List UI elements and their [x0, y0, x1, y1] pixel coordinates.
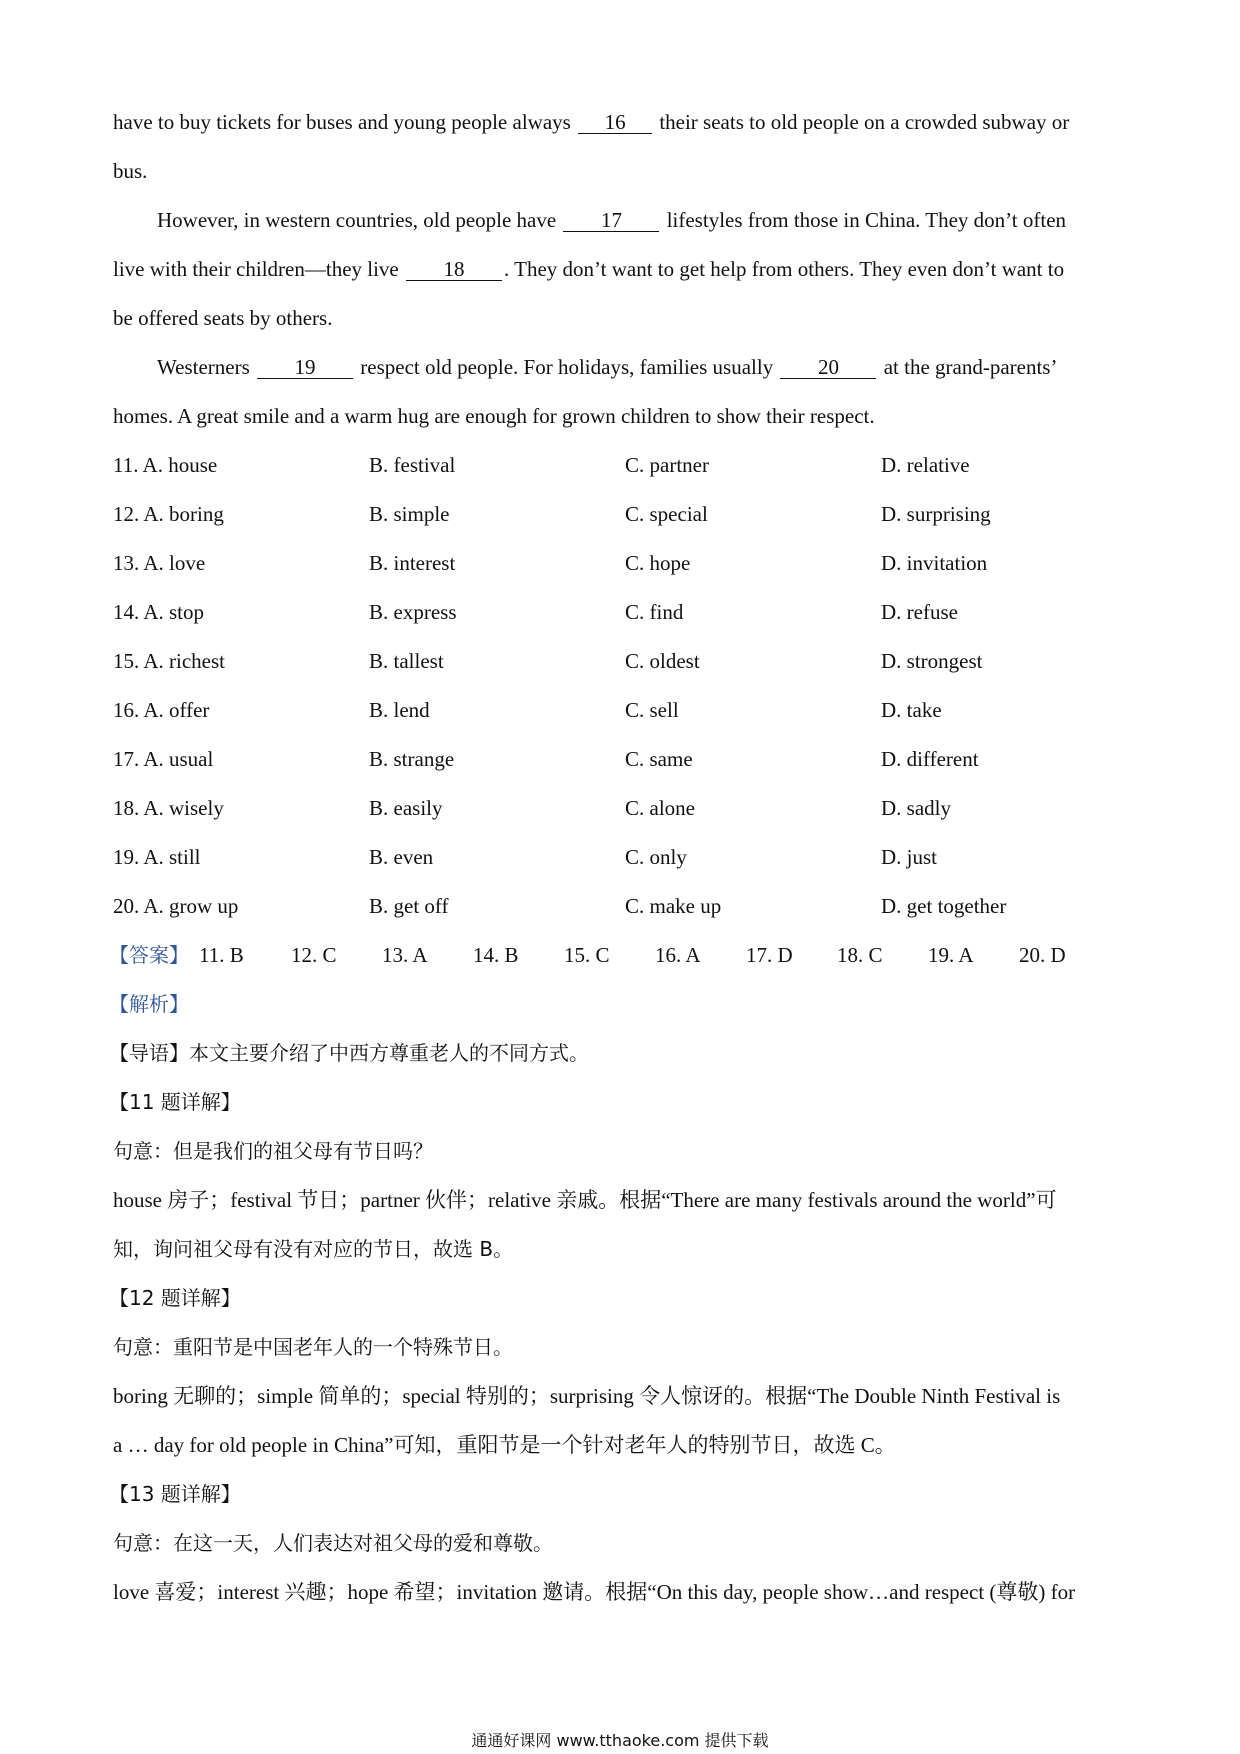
option-c: C. only	[625, 845, 687, 869]
option-row-13	[113, 539, 1133, 588]
q13-title	[109, 1470, 1133, 1519]
q11-meaning	[113, 1127, 1133, 1176]
option-d: D. relative	[881, 453, 970, 477]
text: homes. A great smile and a warm hug are enough for grown children to show their respect.	[113, 404, 875, 428]
analysis-label-row	[109, 980, 1133, 1029]
text: 知，询问祖父母有没有对应的节日，故选 B。	[113, 1237, 514, 1261]
option-c: C. hope	[625, 551, 691, 575]
option-c: C. make up	[625, 894, 722, 918]
text: 句意：但是我们的祖父母有节日吗？	[113, 1139, 433, 1163]
option-b: B. lend	[369, 698, 430, 722]
option-d: D. just	[881, 845, 938, 869]
heading: 【13 题详解】	[109, 1482, 241, 1506]
option-a: 18. A. wisely	[113, 796, 224, 820]
answer-item: 18. C	[837, 943, 883, 967]
option-row-14	[113, 588, 1133, 637]
answer-item: 12. C	[291, 943, 337, 967]
option-a: 11. A. house	[113, 453, 218, 477]
option-c: C. same	[625, 747, 693, 771]
text: at the grand-parents’	[878, 355, 1058, 379]
text: However, in western countries, old people have	[157, 208, 562, 232]
document-page	[109, 98, 1133, 1617]
text: bus.	[113, 159, 148, 183]
passage-line	[113, 294, 1133, 343]
option-d: D. refuse	[881, 600, 958, 624]
heading: 【12 题详解】	[109, 1286, 241, 1310]
text: Westerners	[157, 355, 256, 379]
answer-row	[109, 931, 1133, 980]
option-row-18	[113, 784, 1133, 833]
answer-item: 20. D	[1019, 943, 1066, 967]
answer-item: 15. C	[564, 943, 610, 967]
answer-label: 【答案】	[109, 943, 189, 967]
page-footer: 通通好课网 www.tthaoke.com 提供下载	[471, 1731, 769, 1750]
option-d: D. different	[881, 747, 979, 771]
option-d: D. get together	[881, 894, 1007, 918]
analysis-label: 【解析】	[109, 992, 189, 1016]
text: live with their children—they live	[113, 257, 405, 281]
heading: 【11 题详解】	[109, 1090, 241, 1114]
option-d: D. strongest	[881, 649, 983, 673]
option-row-12	[113, 490, 1133, 539]
blank-18: 18	[406, 258, 502, 281]
option-a: 14. A. stop	[113, 600, 205, 624]
text: 句意：重阳节是中国老年人的一个特殊节日。	[113, 1335, 513, 1359]
option-row-15	[113, 637, 1133, 686]
q13-meaning	[113, 1519, 1133, 1568]
blank-20: 20	[780, 356, 876, 379]
blank-17: 17	[563, 209, 659, 232]
option-row-11	[113, 441, 1133, 490]
q12-title	[109, 1274, 1133, 1323]
option-c: C. alone	[625, 796, 695, 820]
text: a … day for old people in China”可知，重阳节是一个针对老年人的特别节日，故选 C。	[113, 1433, 896, 1457]
answer-item: 11. B	[199, 943, 244, 967]
option-b: B. interest	[369, 551, 456, 575]
option-b: B. get off	[369, 894, 449, 918]
option-c: C. find	[625, 600, 684, 624]
answer-item: 16. A	[655, 943, 701, 967]
option-row-19	[113, 833, 1133, 882]
passage-line	[113, 245, 1133, 294]
text: be offered seats by others.	[113, 306, 333, 330]
option-a: 13. A. love	[113, 551, 206, 575]
q11-line-2	[113, 1225, 1133, 1274]
option-c: C. partner	[625, 453, 709, 477]
option-a: 15. A. richest	[113, 649, 225, 673]
text: respect old people. For holidays, families usually	[355, 355, 779, 379]
answer-item: 19. A	[928, 943, 974, 967]
answer-item: 13. A	[382, 943, 428, 967]
option-b: B. simple	[369, 502, 450, 526]
q11-title	[109, 1078, 1133, 1127]
passage-line	[113, 98, 1133, 147]
passage-line	[113, 196, 1133, 245]
option-c: C. special	[625, 502, 708, 526]
option-row-16	[113, 686, 1133, 735]
option-d: D. sadly	[881, 796, 951, 820]
text: 句意：在这一天，人们表达对祖父母的爱和尊敬。	[113, 1531, 553, 1555]
text: lifestyles from those in China. They don’t often	[661, 208, 1067, 232]
blank-16: 16	[578, 111, 652, 134]
q13-line-1	[113, 1568, 1133, 1617]
option-c: C. oldest	[625, 649, 700, 673]
option-a: 16. A. offer	[113, 698, 210, 722]
option-b: B. strange	[369, 747, 455, 771]
text: their seats to old people on a crowded subway or	[654, 110, 1070, 134]
text: . They don’t want to get help from others. They even don’t want to	[504, 257, 1065, 281]
answer-item: 17. D	[746, 943, 793, 967]
intro-text: 【导语】本文主要介绍了中西方尊重老人的不同方式。	[109, 1041, 589, 1065]
option-a: 12. A. boring	[113, 502, 224, 526]
passage-line	[113, 147, 1133, 196]
q12-meaning	[113, 1323, 1133, 1372]
option-d: D. take	[881, 698, 942, 722]
option-a: 17. A. usual	[113, 747, 214, 771]
option-row-17	[113, 735, 1133, 784]
option-d: D. invitation	[881, 551, 988, 575]
q11-line-1	[113, 1176, 1133, 1225]
option-c: C. sell	[625, 698, 679, 722]
option-a: 19. A. still	[113, 845, 201, 869]
option-b: B. even	[369, 845, 434, 869]
blank-19: 19	[257, 356, 353, 379]
text: boring 无聊的；simple 简单的；special 特别的；surprising 令人惊讶的。根据“The Double Ninth Festival is	[113, 1384, 1061, 1408]
intro-line	[109, 1029, 1133, 1078]
option-row-20	[113, 882, 1133, 931]
option-b: B. tallest	[369, 649, 444, 673]
q12-line-1	[113, 1372, 1133, 1421]
option-d: D. surprising	[881, 502, 991, 526]
passage-line	[113, 392, 1133, 441]
option-b: B. festival	[369, 453, 456, 477]
option-a: 20. A. grow up	[113, 894, 239, 918]
answer-item: 14. B	[473, 943, 519, 967]
option-b: B. express	[369, 600, 457, 624]
passage-line	[113, 343, 1133, 392]
text: have to buy tickets for buses and young people always	[113, 110, 577, 134]
option-b: B. easily	[369, 796, 443, 820]
q12-line-2	[113, 1421, 1133, 1470]
text: house 房子；festival 节日；partner 伙伴；relative 亲戚。根据“There are many festivals around the world”可	[113, 1188, 1057, 1212]
text: love 喜爱；interest 兴趣；hope 希望；invitation 邀请。根据“On this day, people show…and respect (尊敬) for	[113, 1580, 1076, 1604]
